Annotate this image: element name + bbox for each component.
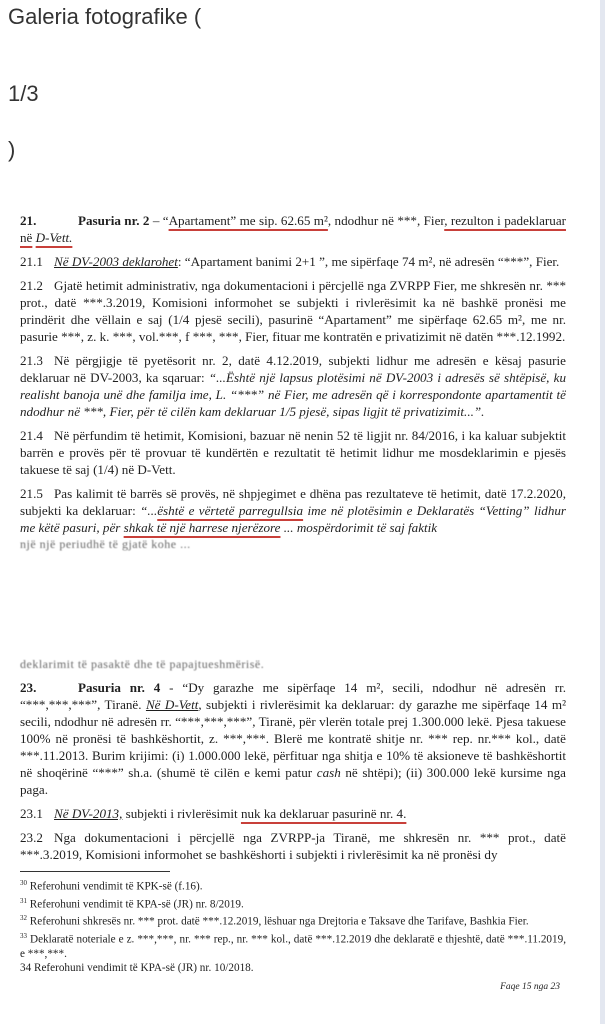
highlight-underline: nuk ka deklaruar pasurinë nr. 4. <box>240 806 407 821</box>
para-21-1: 21.1 Në DV-2003 deklarohet: “Apartament banimi 2+1 ”, me sipërfaqe 74 m², në adresën “***”, Fier. <box>20 254 560 269</box>
highlight-underline: është e vërtetë parregullsia <box>157 503 304 518</box>
para-23-1: 23.1 Në DV-2013, subjekti i rivlerësimit nuk ka deklaruar pasurinë nr. 4. <box>20 806 407 821</box>
para-21-3: 21.3 Në përgjigje të pyetësorit nr. 2, datë 4.12.2019, subjekti lidhur me adresën e kësaj pasurie deklaruar në DV-2003, ka sqaruar: “...Është një lapsus plotësimi në DV-2003 i adresës së shtëpisë, ku realisht banoja unë dhe familja ime, L. “***” në Fier, me adresën që i korrespondonte apartamentit të ndodhur në ***, Fier, për të cilën kam deklaruar 1/5 pjesë, sipas ligjit të privatizimit...”. <box>20 353 566 419</box>
gallery-title: Galeria fotografike ( <box>8 4 202 29</box>
page-top-segment <box>20 212 566 553</box>
cropped-line: deklarimit të pasaktë dhe të papajtueshmërisë. <box>20 657 265 671</box>
footnote: $^{30}$ Referohuni vendimit të KPK-së (f.16). <box>20 879 203 893</box>
para-21-4: 21.4 Në përfundim të hetimit, Komisioni, bazuar në nenin 52 të ligjit nr. 84/2016, i ka kaluar subjektit barrën e provës për të provuar të kundërtën e rezultatit të hetimit lidhur me mosdeklarimin e pjesës takuese të saj (1/4) në D-Vett. <box>20 428 566 477</box>
para-23-2: 23.2 Nga dokumentacioni i përcjellë nga ZVRPP-ja Tiranë, me shkresën nr. *** prot., datë ***.3.2019, Komisioni informohet se bashkëshorti i subjekti i rivlerësimit ka në pronësi dy <box>20 830 566 862</box>
page-number: Faqe 15 nga 23 <box>500 981 560 992</box>
highlight-underline: shkak të një harrese njerëzore <box>123 520 281 535</box>
footnote: $^{33}$ Deklaratë noteriale e z. ***,***, nr. *** rep., nr. *** kol., datë ***.12.2019 dhe deklaratë e thjeshtë, datë ***.11.2019, e ***,***. <box>20 932 566 960</box>
scroll-edge <box>600 0 605 1024</box>
document-image[interactable] <box>0 196 600 1024</box>
footnote: 34 Referohuni vendimit të KPA-së (JR) nr. 10/2018. <box>20 961 254 974</box>
footnote-divider <box>20 871 170 872</box>
gallery-close-paren: ) <box>8 137 16 162</box>
cropped-line: një një periudhë të gjatë kohe ... <box>20 537 191 551</box>
dvett-ref: D-Vett. <box>35 230 73 245</box>
para-21-5: 21.5 Pas kalimit të barrës së provës, në shpjegimet e dhëna pas rezultateve të hetimit, datë 17.2.2020, subjekti ka deklaruar: “...është e vërtetë parregullsia ime në plotësimin e Deklaratës “Vetting” lidhur me këtë pasuri, për shkak të një harrese njerëzore ... mospërdorimit të saj faktik <box>20 486 567 535</box>
para-21-2: 21.2 Gjatë hetimit administrativ, nga dokumentacioni i përcjellë nga ZVRPP Fier, me shkresën nr. *** prot., datë ***.3.2019, Komisioni informohet se subjekti i rivlerësimit ka në bashkë pronësi me prindërit dhe vëllain e saj (1/4 pjesë secili), pasurinë “Apartament” me sipërfaqe 62.65 m², me nr. pasurie ***, z. k. ***, vol.***, f ***, ***, Fier, fituar me kontratën e privatizimit në datën ***.12.1992. <box>20 278 566 344</box>
highlight-underline: Apartament” me sip. 62.65 m² <box>168 213 328 228</box>
highlight-underline: , rezulton i padeklaruar në <box>20 213 566 245</box>
section-23-heading: 23. Pasuria nr. 4 - “Dy garazhe me sipërfaqe 14 m², secili, ndodhur në adresën rr. “***,***,***”, Tiranë. Në D-Vett, subjekti i rivlerësimit ka deklaruar: dy garazhe me sipërfaqe 14 m² secili, ndodhur në adresën rr. “***,***,***”, Tiranë, për vlerën totale prej 1.300.000 lekë. Pjesa takuese 100% në pronësi të bashkëshortit, z. ***,***. Blerë me kontratë shitje nr. *** rep. nr.*** kol., datë ***.11.2013. Burim krijimi: (i) 1.000.000 lekë, përfituar nga shitja e 10% të aksioneve të bashkëshortit në shoqërinë “***” sh.a. (shumë të cilën e kemi patur cash në shtëpi); (ii) 300.000 lekë kursime nga paga. <box>20 680 566 797</box>
gallery-counter: 1/3 <box>8 81 39 106</box>
section-21-heading: 21. Pasuria nr. 2 – “Apartament” me sip. 62.65 m², ndodhur në ***, Fier, rezulton i padeklaruar në D-Vett. <box>20 213 566 245</box>
page-bottom-segment <box>20 656 566 996</box>
footnote: $^{32}$ Referohuni shkresës nr. *** prot. datë ***.12.2019, lëshuar nga Drejtoria e Taksave dhe Tarifave, Bashkia Fier. <box>20 914 529 929</box>
footnote: $^{31}$ Referohuni vendimit të KPA-së (JR) nr. 8/2019. <box>20 896 244 911</box>
